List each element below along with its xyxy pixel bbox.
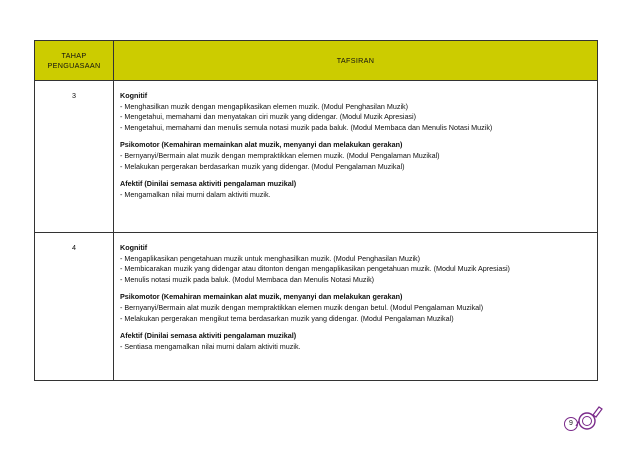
list-item: - Bernyanyi/Bermain alat muzik dengan mempraktikkan elemen muzik dengan betul. (Modul Pengalaman Muzikal) [120,302,484,312]
section-title: Psikomotor (Kemahiran memainkan alat muzik, menyanyi dan melakukan gerakan) [120,292,403,302]
table-row [35,233,598,381]
level-cell: 4 [35,233,114,381]
section-title: Afektif (Dinilai semasa aktiviti pengalaman muzikal) [120,179,297,189]
level-cell: 3 [35,81,114,233]
description-cell [114,81,598,233]
list-item: - Menghasilkan muzik dengan mengaplikasikan elemen muzik. (Modul Penghasilan Muzik) [120,101,409,111]
table-row [35,81,598,233]
list-item: - Mengetahui, memahami dan menulis semula notasi muzik pada baluk. (Modul Membaca dan Menulis Notasi Muzik) [120,122,493,132]
header-tafsiran [114,41,598,81]
header-desc-label: TAFSIRAN [336,56,375,65]
french-horn-icon [574,404,604,434]
section-psikomotor [120,140,591,172]
list-item: - Mengamalkan nilai murni dalam aktiviti muzik. [120,189,271,199]
section-title: Kognitif [120,243,148,252]
list-item: - Sentiasa mengamalkan nilai murni dalam aktiviti muzik. [120,341,301,351]
table-header-row [35,41,598,81]
section-afektif [120,179,591,200]
section-psikomotor [120,292,591,324]
section-afektif [120,331,591,352]
list-item: - Mengaplikasikan pengetahuan muzik untuk menghasilkan muzik. (Modul Penghasilan Muzik) [120,253,421,263]
section-title: Psikomotor (Kemahiran memainkan alat muzik, menyanyi dan melakukan gerakan) [120,140,403,150]
description-cell [114,233,598,381]
section-kognitif [120,243,591,285]
header-level-label: TAHAP PENGUASAAN [47,50,101,70]
section-title: Kognitif [120,91,148,100]
list-item: - Melakukan pergerakan berdasarkan muzik yang didengar. (Modul Pengalaman Muzikal) [120,161,405,171]
assessment-table [34,40,598,381]
list-item: - Membicarakan muzik yang didengar atau ditonton dengan mengaplikasikan pengetahuan muzik. (Modul Muzik Apresiasi) [120,264,510,274]
header-tahap-penguasaan [35,41,114,81]
page-number: 9 [564,417,578,431]
section-kognitif [120,91,591,133]
list-item: - Mengetahui, memahami dan menyatakan ciri muzik yang didengar. (Modul Muzik Apresiasi) [120,112,417,122]
list-item: - Bernyanyi/Bermain alat muzik dengan mempraktikkan elemen muzik. (Modul Pengalaman Muzikal) [120,150,440,160]
section-title: Afektif (Dinilai semasa aktiviti pengalaman muzikal) [120,331,297,341]
list-item: - Melakukan pergerakan mengikut tema berdasarkan muzik yang didengar. (Modul Pengalaman Muzikal) [120,313,454,323]
list-item: - Menulis notasi muzik pada baluk. (Modul Membaca dan Menulis Notasi Muzik) [120,274,375,284]
